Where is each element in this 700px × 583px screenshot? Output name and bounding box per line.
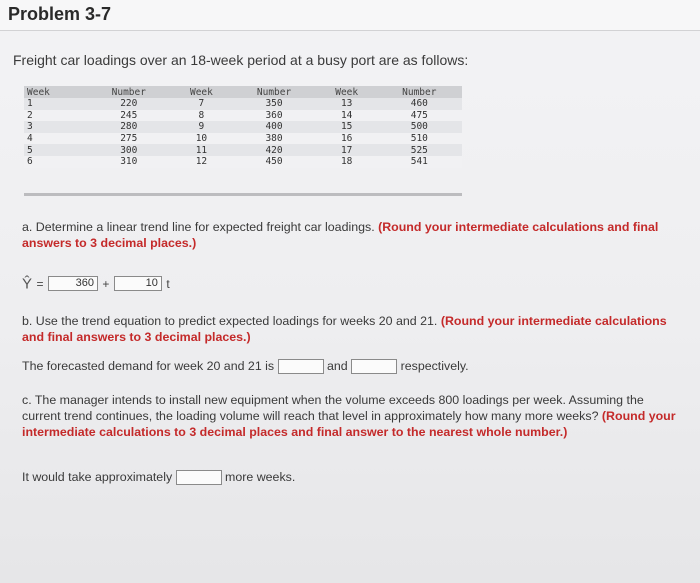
table-cell: 4 [24, 133, 86, 145]
header-number-2: Number [231, 86, 316, 98]
and-label: and [327, 359, 348, 373]
table-cell: 510 [377, 133, 462, 145]
table-cell: 10 [171, 133, 231, 145]
header-number-1: Number [86, 86, 171, 98]
part-b-question [22, 313, 682, 345]
part-b-text: b. Use the trend equation to predict expected loadings for weeks 20 and 21. [22, 314, 438, 328]
part-b-answer-row [22, 359, 469, 374]
weeks-input[interactable] [176, 470, 222, 485]
table-cell: 16 [317, 133, 377, 145]
table-row [24, 121, 462, 133]
part-a-rounding-note: (Round your intermediate calculations and final answers to 3 decimal places.) [22, 220, 659, 250]
table-cell: 280 [86, 121, 171, 133]
table-header-row [24, 86, 462, 98]
part-b-sentence-end: respectively. [400, 359, 469, 373]
header-number-3: Number [377, 86, 462, 98]
part-c-question [22, 392, 682, 440]
table-row [24, 133, 462, 145]
part-c-sentence-start: It would take approximately [22, 470, 173, 484]
problem-intro: Freight car loadings over an 18-week period at a busy port are as follows: [13, 52, 469, 68]
table-cell: 220 [86, 98, 171, 110]
table-cell: 460 [377, 98, 462, 110]
part-c-sentence-end: more weeks. [225, 470, 296, 484]
part-c-rounding-note: (Round your intermediate calculations to 3 decimal places and final answer to the nearest whole number.) [22, 409, 676, 439]
table-cell: 2 [24, 110, 86, 122]
table-cell: 11 [171, 144, 231, 156]
table-cell: 14 [317, 110, 377, 122]
loadings-table [24, 86, 462, 168]
table-row [24, 98, 462, 110]
table-cell: 9 [171, 121, 231, 133]
table-cell: 450 [231, 156, 316, 168]
table-cell: 475 [377, 110, 462, 122]
part-b-sentence-start: The forecasted demand for week 20 and 21 is [22, 359, 275, 373]
data-table-container [24, 86, 462, 168]
table-cell: 525 [377, 144, 462, 156]
table-row [24, 144, 462, 156]
plus-sign: + [102, 276, 110, 291]
table-cell: 245 [86, 110, 171, 122]
header-week-3: Week [317, 86, 377, 98]
table-cell: 13 [317, 98, 377, 110]
title-bar [0, 0, 700, 31]
week21-input[interactable] [351, 359, 397, 374]
part-c-answer-row [22, 470, 295, 485]
table-cell: 380 [231, 133, 316, 145]
trend-equation [22, 275, 170, 295]
table-cell: 5 [24, 144, 86, 156]
slope-input[interactable]: 10 [114, 276, 162, 291]
week20-input[interactable] [278, 359, 324, 374]
table-cell: 8 [171, 110, 231, 122]
table-cell: 310 [86, 156, 171, 168]
table-cell: 17 [317, 144, 377, 156]
table-cell: 541 [377, 156, 462, 168]
table-cell: 15 [317, 121, 377, 133]
table-row [24, 110, 462, 122]
header-week-2: Week [171, 86, 231, 98]
table-row [24, 156, 462, 168]
header-week-1: Week [24, 86, 86, 98]
equals-sign: = [36, 276, 44, 291]
table-cell: 275 [86, 133, 171, 145]
table-cell: 400 [231, 121, 316, 133]
part-c-text: c. The manager intends to install new equipment when the volume exceeds 800 loadings per week. Assuming the current trend continues, the loading volume will reach that level in approximately how many more weeks? [22, 393, 644, 423]
table-cell: 350 [231, 98, 316, 110]
yhat-symbol: Ŷ [22, 275, 33, 293]
part-b-rounding-note: (Round your intermediate calculations and final answers to 3 decimal places.) [22, 314, 667, 344]
part-a-question [22, 219, 662, 251]
table-cell: 360 [231, 110, 316, 122]
intercept-input[interactable]: 360 [48, 276, 98, 291]
table-cell: 3 [24, 121, 86, 133]
table-cell: 1 [24, 98, 86, 110]
page-title: Problem 3-7 [8, 4, 112, 24]
table-cell: 6 [24, 156, 86, 168]
table-divider [24, 193, 462, 196]
part-a-text: a. Determine a linear trend line for expected freight car loadings. [22, 220, 375, 234]
table-cell: 7 [171, 98, 231, 110]
table-cell: 420 [231, 144, 316, 156]
table-cell: 18 [317, 156, 377, 168]
t-label: t [166, 276, 170, 291]
table-cell: 500 [377, 121, 462, 133]
table-cell: 300 [86, 144, 171, 156]
table-cell: 12 [171, 156, 231, 168]
